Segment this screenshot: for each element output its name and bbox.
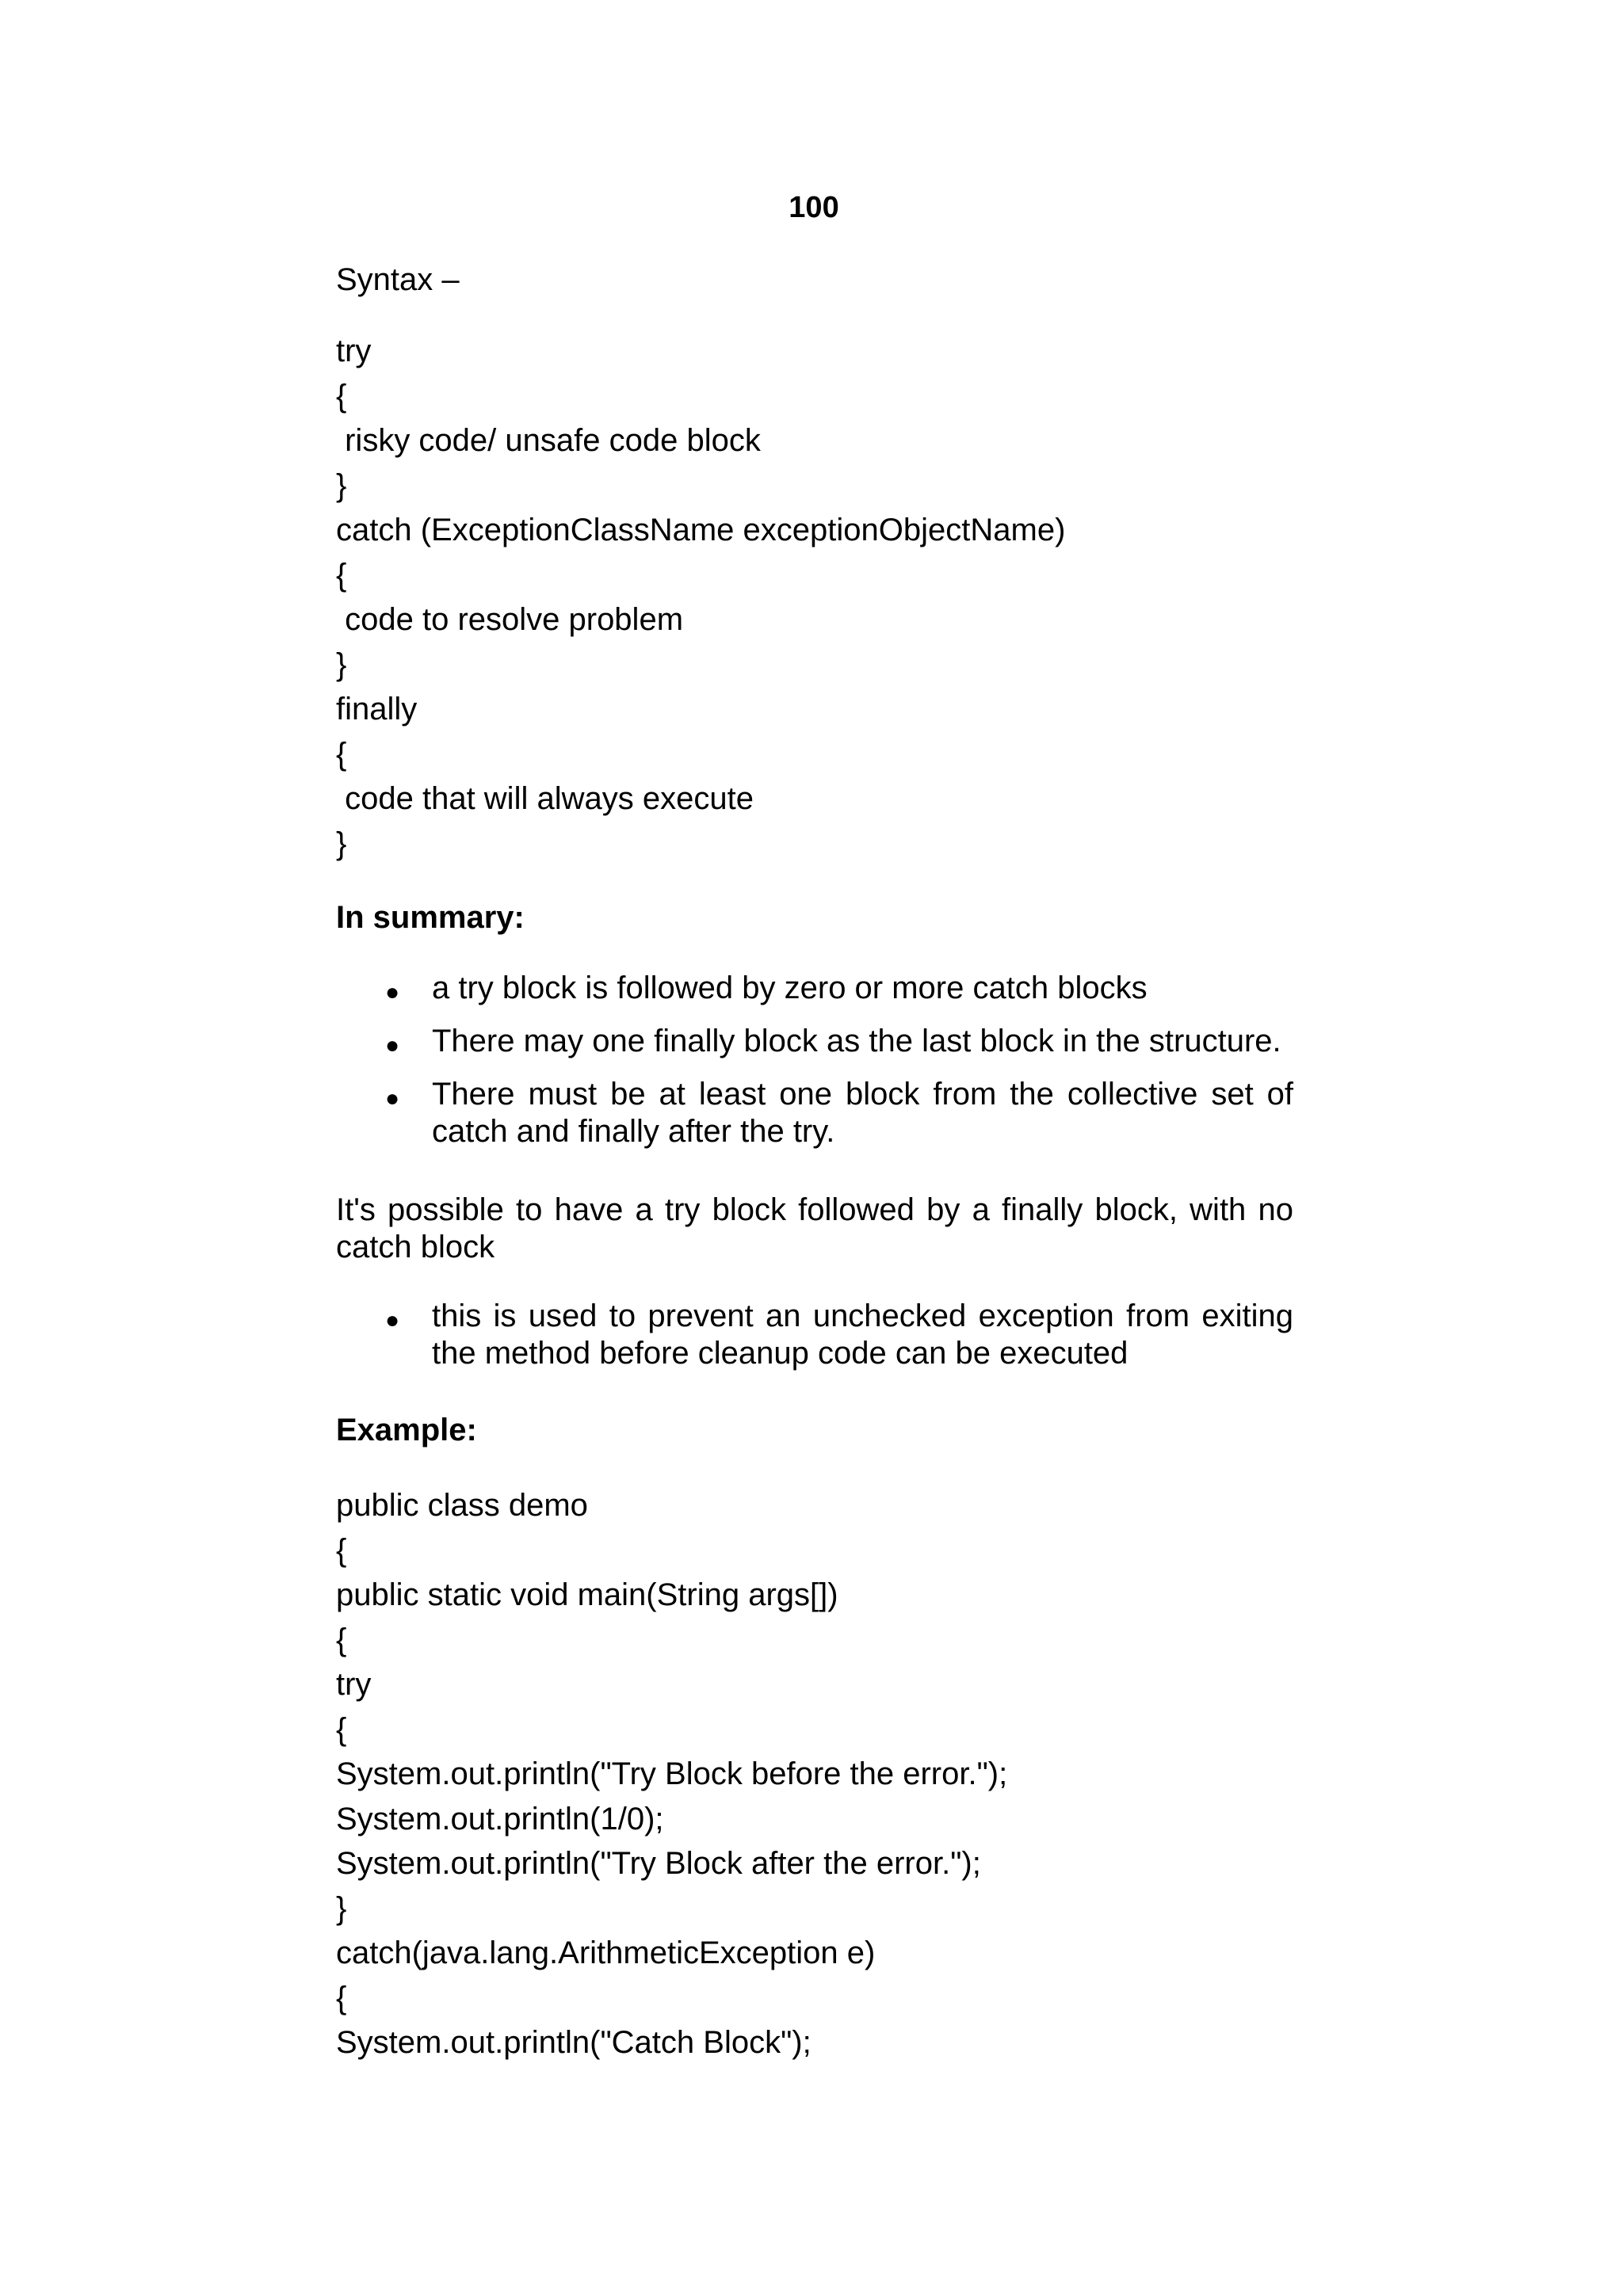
- code-line: {: [336, 558, 347, 593]
- note-paragraph: It's possible to have a try block followed by a finally block, with no catch block: [336, 1192, 1293, 1264]
- page-number: 100: [789, 191, 839, 224]
- bullet-text: this is used to prevent an unchecked exception from exiting the method before cleanup code can be executed: [432, 1299, 1293, 1371]
- code-line: try: [336, 334, 372, 368]
- syntax-label: Syntax –: [336, 262, 460, 297]
- bullet-text: There may one finally block as the last block in the structure.: [432, 1024, 1281, 1058]
- code-line: }: [336, 647, 347, 682]
- bullet-text: There must be at least one block from the collective set of catch and finally after the try.: [432, 1077, 1293, 1149]
- code-line: {: [336, 1533, 347, 1568]
- code-line: {: [336, 379, 347, 414]
- code-line: code that will always execute: [336, 781, 754, 816]
- bullet-text: a try block is followed by zero or more catch blocks: [432, 971, 1148, 1005]
- code-line: catch(java.lang.ArithmeticException e): [336, 1936, 876, 1970]
- code-line: risky code/ unsafe code block: [336, 423, 761, 458]
- bullet-icon: ●: [385, 1307, 400, 1333]
- bullet-icon: ●: [385, 1032, 400, 1058]
- example-heading: Example:: [336, 1413, 477, 1447]
- code-line: System.out.println("Catch Block");: [336, 2025, 812, 2060]
- summary-heading: In summary:: [336, 900, 525, 935]
- code-line: catch (ExceptionClassName exceptionObjectName): [336, 513, 1066, 547]
- code-line: {: [336, 1712, 347, 1747]
- code-line: public class demo: [336, 1488, 588, 1523]
- code-line: public static void main(String args[]): [336, 1577, 838, 1612]
- code-line: System.out.println("Try Block after the error.");: [336, 1846, 981, 1881]
- code-line: finally: [336, 692, 418, 727]
- code-line: System.out.println("Try Block before the error.");: [336, 1756, 1008, 1791]
- code-line: System.out.println(1/0);: [336, 1802, 664, 1836]
- code-line: code to resolve problem: [336, 602, 684, 637]
- bullet-icon: ●: [385, 979, 400, 1005]
- code-line: {: [336, 737, 347, 772]
- code-line: }: [336, 468, 347, 503]
- bullet-icon: ●: [385, 1085, 400, 1112]
- code-line: {: [336, 1623, 347, 1657]
- code-line: {: [336, 1981, 347, 2016]
- code-line: try: [336, 1667, 372, 1702]
- code-line: }: [336, 1891, 347, 1926]
- code-line: }: [336, 826, 347, 861]
